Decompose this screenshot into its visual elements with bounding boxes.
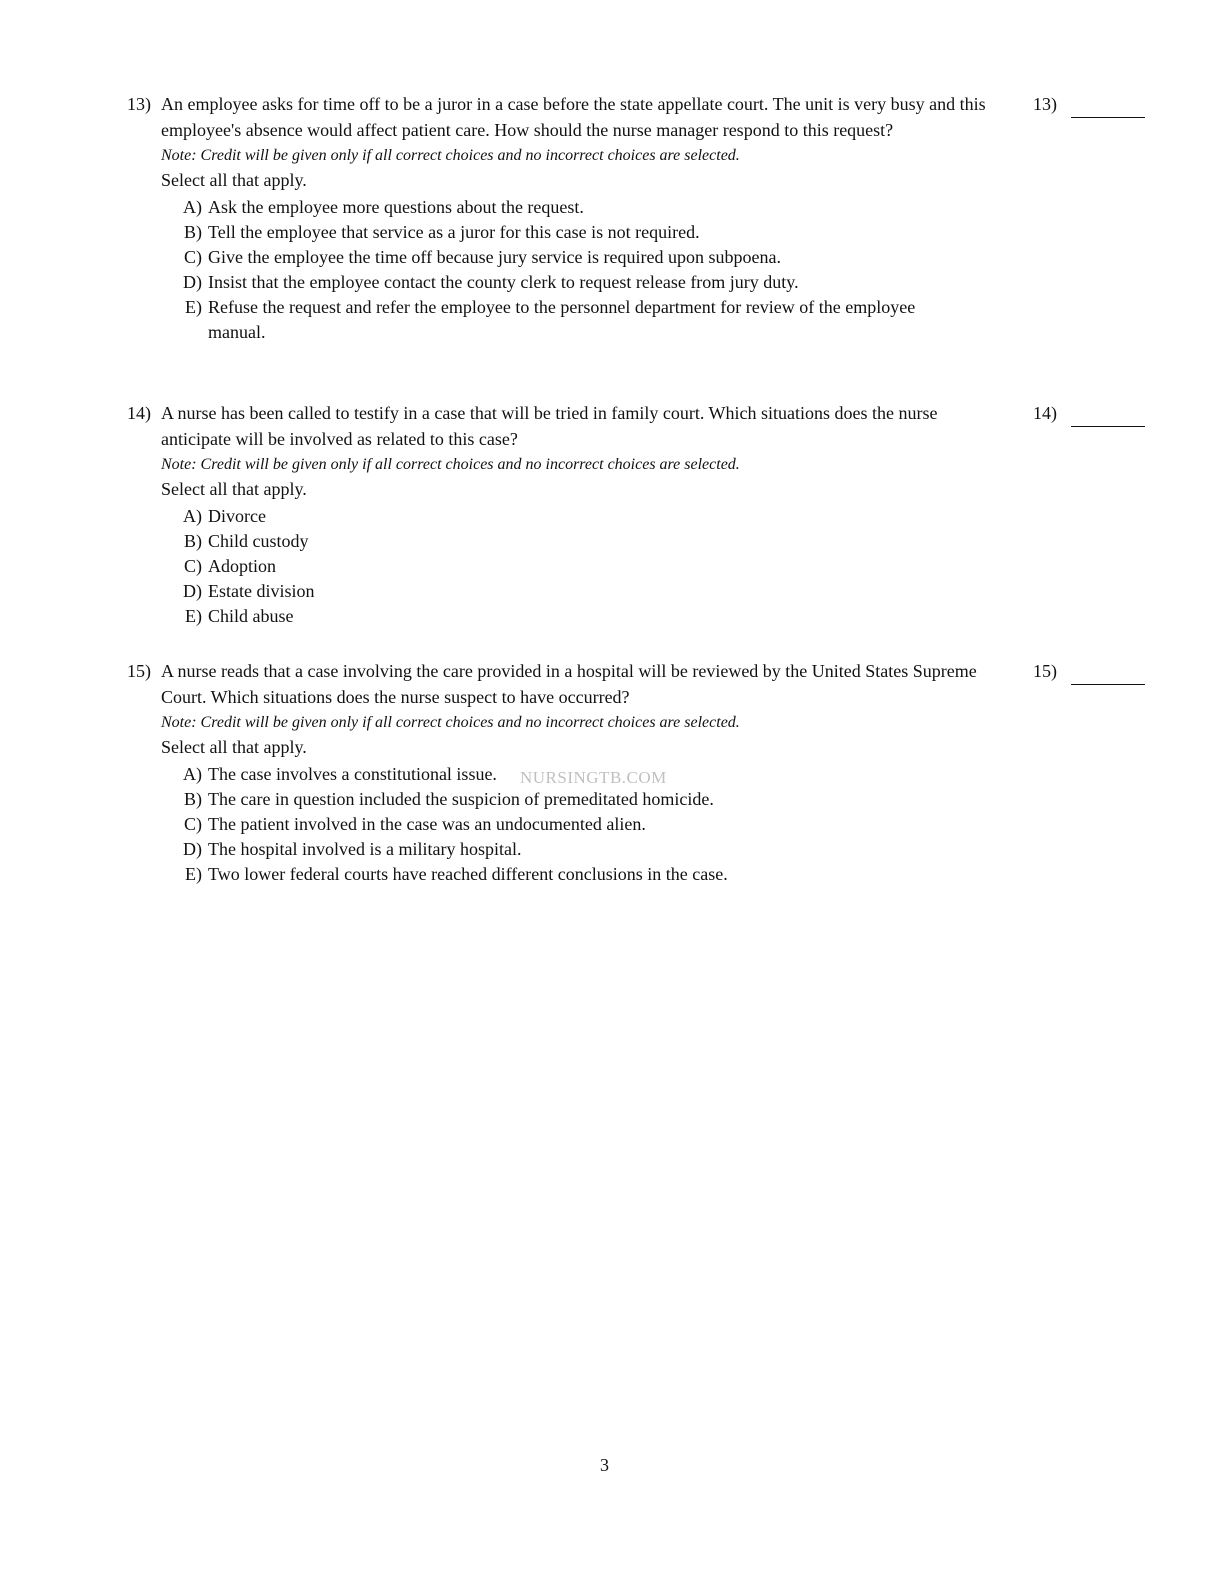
question-instruction: Select all that apply. [161,737,307,757]
choice-letter: E) [185,863,202,884]
choice-text: Adoption [208,555,277,576]
question-text: An employee asks for time off to be a juror in a case before the state appellate court. The unit is very busy and this employee's absence would affect patient care. How should the nurse manager respond to this request? [161,94,986,140]
choice-item [161,295,1157,345]
question-instruction: Select all that apply. [161,170,307,190]
choice-item [161,579,1157,604]
choice-text: Child abuse [208,605,294,626]
choice-item [161,529,1157,554]
watermark: NURSINGTB.COM [520,768,667,787]
answer-slot [1033,401,1145,427]
answer-slot [1033,659,1145,685]
answer-blank[interactable] [1071,664,1145,685]
choice-letter: D) [183,271,202,292]
choice-text: Refuse the request and refer the employee to the personnel department for review of the employee manual. [208,296,916,342]
choice-letter: B) [184,221,202,242]
question-number: 15) [127,661,151,681]
choice-letter: A) [183,505,202,526]
question-13 [127,92,1157,345]
choice-list [161,504,1157,629]
choice-text: The case involves a constitutional issue. [208,763,497,784]
answer-label: 14) [1033,403,1057,423]
choice-text: Child custody [208,530,309,551]
choice-text: Insist that the employee contact the county clerk to request release from jury duty. [208,271,799,292]
choice-item [161,862,1157,887]
choice-item [161,270,1157,295]
choice-letter: E) [185,605,202,626]
page-number: 3 [600,1455,609,1475]
choice-item [161,604,1157,629]
choice-letter: C) [184,555,202,576]
question-note: Note: Credit will be given only if all correct choices and no incorrect choices are selected. [161,714,740,731]
question-note: Note: Credit will be given only if all correct choices and no incorrect choices are selected. [161,456,740,473]
question-number: 14) [127,403,151,423]
question-note: Note: Credit will be given only if all correct choices and no incorrect choices are selected. [161,147,740,164]
choice-text: The care in question included the suspicion of premeditated homicide. [208,788,714,809]
choice-item [161,220,1157,245]
choice-letter: C) [184,813,202,834]
choice-item [161,812,1157,837]
choice-text: The hospital involved is a military hospital. [208,838,522,859]
choice-item [161,554,1157,579]
choice-letter: A) [183,196,202,217]
choice-letter: A) [183,763,202,784]
answer-slot [1033,92,1145,118]
choice-letter: C) [184,246,202,267]
choice-item [161,245,1157,270]
answer-blank[interactable] [1071,406,1145,427]
choice-letter: D) [183,580,202,601]
choice-text: The patient involved in the case was an undocumented alien. [208,813,646,834]
question-text: A nurse reads that a case involving the care provided in a hospital will be reviewed by the United States Supreme Court. Which situations does the nurse suspect to have occurred? [161,661,977,707]
question-number: 13) [127,94,151,114]
choice-letter: B) [184,788,202,809]
choice-text: Give the employee the time off because jury service is required upon subpoena. [208,246,781,267]
question-text: A nurse has been called to testify in a case that will be tried in family court. Which situations does the nurse anticipate will be involved as related to this case? [161,403,938,449]
choice-item [161,504,1157,529]
choice-item [161,195,1157,220]
choice-list [161,195,1157,345]
answer-blank[interactable] [1071,97,1145,118]
choice-letter: E) [185,296,202,317]
choice-text: Two lower federal courts have reached different conclusions in the case. [208,863,728,884]
choice-item [161,837,1157,862]
choice-text: Ask the employee more questions about the request. [208,196,584,217]
choice-text: Divorce [208,505,266,526]
question-14 [127,401,1157,629]
answer-label: 13) [1033,94,1057,114]
choice-text: Estate division [208,580,315,601]
answer-label: 15) [1033,661,1057,681]
question-instruction: Select all that apply. [161,479,307,499]
choice-letter: B) [184,530,202,551]
choice-item [161,787,1157,812]
choice-letter: D) [183,838,202,859]
choice-text: Tell the employee that service as a juror for this case is not required. [208,221,700,242]
